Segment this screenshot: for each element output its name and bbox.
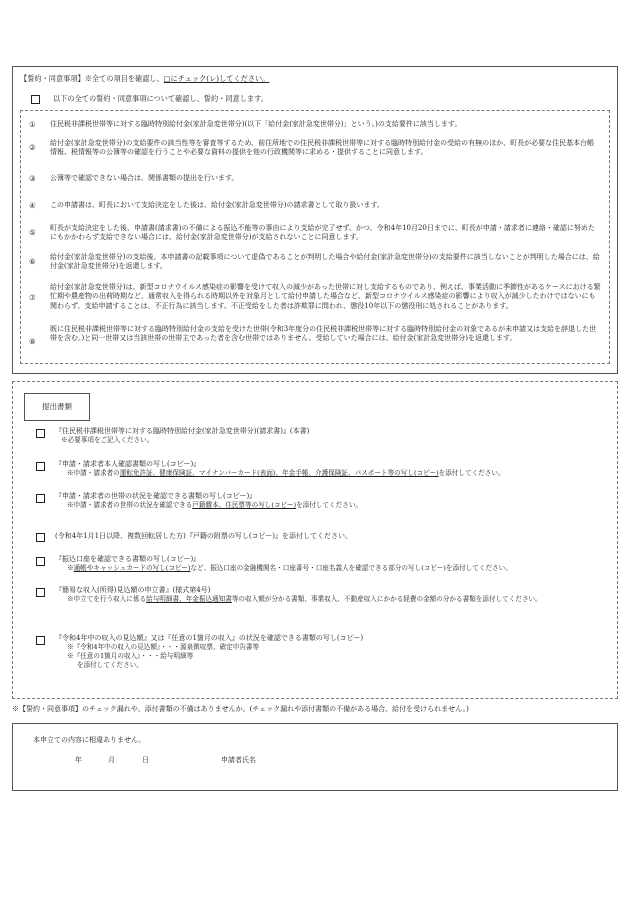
doc-checkbox-claim-form[interactable] [36, 429, 45, 438]
doc-item-id: 『申請・請求者本人確認書類の写し(コピー)』 ※申請・請求者の運転免許証、健康保険証、マイナンバーカード(表面)、年金手帳、介護保険証、パスポート等の写し(コピー)を添付してください。 [55, 460, 505, 478]
doc-item-income-estimate: 『令和4年中の収入の見込額』又は『任意の1箇月の収入』の状況を確認できる書類の写し(コピー) ※『令和4年中の収入の見込額』・・・源泉徴収票、確定申告書等 ※『任意の1箇月の収入』・・・給与明細等 を添付してください。 [55, 634, 364, 670]
doc-item-bank: 『振込口座を確認できる書類の写し(コピー)』 ※通帳やキャッシュカードの写し(コピー)など、振込口座の金融機関名・口座番号・口座名義人を確認できる部分の写し(コピー)を添付してください。 [55, 555, 512, 573]
agreement-header: 【誓約・同意事項】※全ての項目を確認し、□にチェック(レ)してください。 [20, 74, 270, 83]
signature-statement: 本申立ての内容に相違ありません。 [33, 736, 146, 744]
signature-section [12, 723, 618, 791]
documents-title: 提出書類 [24, 393, 90, 421]
applicant-name-label: 申請者氏名 [221, 756, 256, 764]
date-year-label: 年 [75, 756, 82, 764]
date-month-label: 月 [108, 756, 115, 764]
doc-item-income-statement: 『簡易な収入(所得)見込額の申立書』(様式第4号) ※申立てを行う収入に係る給与明細書、年金振込通知書等の収入額が分かる書類、事業収入、不動産収入にかかる経費の金額の分かる書類を添付してください。 [55, 586, 542, 604]
date-day-label: 日 [142, 756, 149, 764]
doc-checkbox-bank[interactable] [36, 557, 45, 566]
documents-section [12, 381, 618, 699]
doc-checkbox-household[interactable] [36, 494, 45, 503]
doc-checkbox-id[interactable] [36, 462, 45, 471]
doc-item-claim-form: 『住民税非課税世帯等に対する臨時特別給付金(家計急変世帯分)(請求書)』(本書) ※必要事項をご記入ください。 [55, 427, 310, 445]
doc-checkbox-koseki-fuhyo[interactable] [36, 533, 45, 542]
doc-item-koseki-fuhyo: (令和4年1月1日以降、複数回転居した方)『戸籍の附票の写し(コピー)』を添付してください。 [55, 532, 353, 540]
doc-checkbox-income-estimate[interactable] [36, 636, 45, 645]
all-agree-checkbox[interactable] [31, 95, 40, 104]
agreement-section [12, 66, 618, 374]
all-agree-label: 以下の全ての誓約・同意事項について確認し、誓約・同意します。 [53, 94, 268, 103]
doc-checkbox-income-statement[interactable] [36, 588, 45, 597]
doc-item-household: 『申請・請求者の世帯の状況を確認できる書類の写し(コピー)』 ※申請・請求者の世帯の状況を確認できる戸籍謄本、住民票等の写し(コピー)を添付してください。 [55, 492, 363, 510]
agreement-items-box: ① 住民税非課税世帯等に対する臨時特別給付金(家計急変世帯分)(以下「給付金(家計急変世帯分)」という。)の支給要件に該当します。 ② 給付金(家計急変世帯分)の支給要件の該当性等を審査等するため、前住所地での住民税非課税世帯等に対する臨時特別給付金の受給の有無のほか、町長が必要な住民基本台帳情報、税情報等の公簿等の確認を行うことや必要な資料の提供を他の行政機関等に求める・提供することに同意します。 ③ 公簿等で確認できない場合は、関係書類の提出を行います。 ④ この申請書は、町長において支給決定をした後は、給付金(家計急変世帯分)の請求書として取り扱います。 ⑤ 町長が支給決定をした後、申請書(請求書)の不備による振込不能等の事由により支給が完了せず、かつ、令和4年10月20日までに、町長が申請・請求者に連絡・確認に努めたにもかかわらず支給できない場合には、給付金(家計急変世帯分)が支給されないことに同意します。 ⑥ 給付金(家計急変世帯分)の支給後、本申請書の記載事項について虚偽であることが判明した場合や給付金(家計急変世帯分)の支給要件に該当しないことが判明した場合には、給付金(家計急変世帯分)を返還します。 ⑦ 給付金(家計急変世帯分)は、新型コロナウイルス感染症の影響を受けて収入の減少があった世帯に対し支給するものであり、例えば、事業活動に季節性があるケースにおける繁忙期や農産物の出荷時期など、通常収入を得られる時期以外を対象月として給付申請した場合など、新型コロナウイルス感染症の影響により収入が減少したわけではないにも関わらず、支給申請することは、不正行為に該当します。不正受給をした者は詐欺罪に問われ、懲役10年以下の懲役刑に処されることがあります。 ⑧ 既に住民税非課税世帯等に対する臨時特別給付金の支給を受けた世帯(令和3年度分の住民税非課税世帯等に対する臨時特別給付金の対象であるが未申請又は支給を辞退した世帯を含む。)と同一世帯又は当該世帯の世帯主であった者を含む世帯ではありません。受給していた場合には、給付金(家計急変世帯分)を返還します。 [20, 110, 610, 364]
footer-note: ※【誓約・同意事項】のチェック漏れや、添付書類の不備はありませんか。(チェック漏れや添付書類の不備がある場合、給付を受けられません。) [12, 705, 469, 713]
